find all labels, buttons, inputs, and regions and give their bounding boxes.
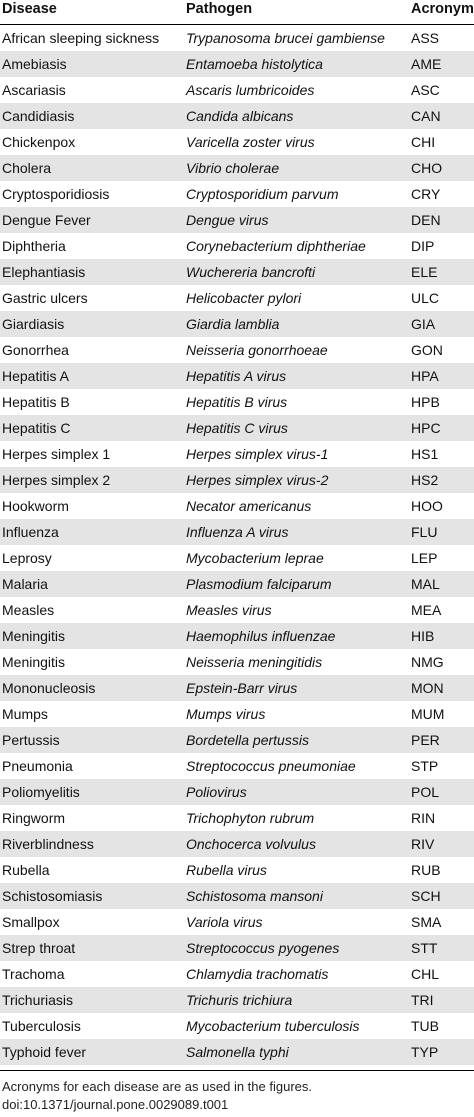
table-row <box>0 441 474 467</box>
disease-cell: Riverblindness <box>2 836 94 852</box>
table-footnote: Acronyms for each disease are as used in the figures. <box>2 1079 312 1094</box>
disease-cell: Pertussis <box>2 732 60 748</box>
acronym-cell: DIP <box>411 238 435 254</box>
table-row <box>0 77 474 103</box>
disease-cell: Chickenpox <box>2 134 76 150</box>
table-row <box>0 753 474 779</box>
pathogen-cell: Haemophilus influenzae <box>186 628 336 644</box>
pathogen-cell: Onchocerca volvulus <box>186 836 316 852</box>
disease-cell: Dengue Fever <box>2 212 91 228</box>
acronym-cell: CRY <box>411 186 441 202</box>
disease-cell: Diphtheria <box>2 238 66 254</box>
pathogen-cell: Mycobacterium leprae <box>186 550 324 566</box>
acronym-cell: CHI <box>411 134 436 150</box>
acronym-cell: HPA <box>411 368 439 384</box>
disease-cell: Tuberculosis <box>2 1018 81 1034</box>
disease-cell: Giardiasis <box>2 316 65 332</box>
table-row <box>0 545 474 571</box>
disease-cell: Cholera <box>2 160 52 176</box>
acronym-cell: AME <box>411 56 442 72</box>
table-body <box>0 25 474 1065</box>
acronym-cell: CHO <box>411 160 443 176</box>
pathogen-cell: Variola virus <box>186 914 263 930</box>
header-pathogen: Pathogen <box>186 1 253 17</box>
disease-cell: Hepatitis A <box>2 368 69 384</box>
disease-cell: Trichuriasis <box>2 992 74 1008</box>
pathogen-cell: Schistosoma mansoni <box>186 888 323 904</box>
table-row <box>0 337 474 363</box>
acronym-cell: DEN <box>411 212 441 228</box>
disease-cell: Mumps <box>2 706 48 722</box>
acronym-cell: MAL <box>411 576 440 592</box>
acronym-cell: TRI <box>411 992 434 1008</box>
pathogen-cell: Vibrio cholerae <box>186 160 280 176</box>
acronym-cell: HIB <box>411 628 435 644</box>
acronym-cell: RIV <box>411 836 435 852</box>
disease-cell: Strep throat <box>2 940 76 956</box>
table-row <box>0 727 474 753</box>
table-row <box>0 519 474 545</box>
disease-cell: Gonorrhea <box>2 342 69 358</box>
acronym-cell: SCH <box>411 888 441 904</box>
table-row <box>0 467 474 493</box>
pathogen-cell: Dengue virus <box>186 212 269 228</box>
acronym-cell: HPC <box>411 420 441 436</box>
acronym-cell: HPB <box>411 394 440 410</box>
header-disease: Disease <box>2 1 57 17</box>
acronym-cell: HS1 <box>411 446 439 462</box>
table-row <box>0 181 474 207</box>
pathogen-cell: Hepatitis B virus <box>186 394 288 410</box>
acronym-cell: SMA <box>411 914 442 930</box>
acronym-cell: STP <box>411 758 439 774</box>
disease-cell: Meningitis <box>2 628 66 644</box>
acronym-cell: FLU <box>411 524 438 540</box>
pathogen-cell: Epstein-Barr virus <box>186 680 298 696</box>
disease-cell: Influenza <box>2 524 59 540</box>
table-row <box>0 857 474 883</box>
table-row <box>0 389 474 415</box>
table-row <box>0 649 474 675</box>
pathogen-cell: Ascaris lumbricoides <box>186 82 315 98</box>
pathogen-cell: Giardia lamblia <box>186 316 280 332</box>
pathogen-cell: Measles virus <box>186 602 272 618</box>
table-row <box>0 883 474 909</box>
acronym-cell: GON <box>411 342 443 358</box>
pathogen-cell: Bordetella pertussis <box>186 732 309 748</box>
disease-cell: Rubella <box>2 862 50 878</box>
acronym-cell: MON <box>411 680 444 696</box>
table-row <box>0 571 474 597</box>
disease-cell: Trachoma <box>2 966 65 982</box>
disease-cell: Candidiasis <box>2 108 75 124</box>
table-row <box>0 1013 474 1039</box>
acronym-cell: ASS <box>411 30 440 46</box>
pathogen-cell: Streptococcus pyogenes <box>186 940 340 956</box>
table-row <box>0 779 474 805</box>
pathogen-cell: Wuchereria bancrofti <box>186 264 316 280</box>
acronym-cell: PER <box>411 732 440 748</box>
disease-cell: Mononucleosis <box>2 680 96 696</box>
pathogen-cell: Plasmodium falciparum <box>186 576 332 592</box>
table-row <box>0 155 474 181</box>
acronym-cell: POL <box>411 784 440 800</box>
table-row <box>0 961 474 987</box>
acronym-cell: ULC <box>411 290 440 306</box>
table-row <box>0 831 474 857</box>
disease-cell: Schistosomiasis <box>2 888 103 904</box>
pathogen-cell: Hepatitis A virus <box>186 368 287 384</box>
table-row <box>0 259 474 285</box>
acronym-cell: LEP <box>411 550 438 566</box>
acronym-cell: MUM <box>411 706 445 722</box>
table-row <box>0 103 474 129</box>
acronym-cell: RUB <box>411 862 441 878</box>
pathogen-cell: Corynebacterium diphtheriae <box>186 238 366 254</box>
disease-cell: Hookworm <box>2 498 69 514</box>
table-row <box>0 25 474 51</box>
acronym-cell: ELE <box>411 264 438 280</box>
disease-cell: Leprosy <box>2 550 52 566</box>
disease-cell: Gastric ulcers <box>2 290 88 306</box>
pathogen-cell: Rubella virus <box>186 862 267 878</box>
disease-cell: Poliomyelitis <box>2 784 80 800</box>
pathogen-cell: Varicella zoster virus <box>186 134 315 150</box>
acronym-cell: MEA <box>411 602 442 618</box>
pathogen-cell: Mumps virus <box>186 706 266 722</box>
table-row <box>0 207 474 233</box>
pathogen-cell: Influenza A virus <box>186 524 289 540</box>
table-row <box>0 51 474 77</box>
table-row <box>0 1039 474 1065</box>
disease-cell: Hepatitis B <box>2 394 70 410</box>
table-row <box>0 597 474 623</box>
disease-cell: Meningitis <box>2 654 66 670</box>
disease-cell: Amebiasis <box>2 56 67 72</box>
disease-cell: Measles <box>2 602 55 618</box>
table-header <box>0 0 474 25</box>
disease-cell: Herpes simplex 2 <box>2 472 111 488</box>
table-row <box>0 675 474 701</box>
pathogen-cell: Hepatitis C virus <box>186 420 288 436</box>
pathogen-cell: Neisseria meningitidis <box>186 654 323 670</box>
table-row <box>0 805 474 831</box>
pathogen-cell: Entamoeba histolytica <box>186 56 323 72</box>
table-bottom-rule <box>0 1070 474 1071</box>
pathogen-cell: Cryptosporidium parvum <box>186 186 339 202</box>
pathogen-cell: Poliovirus <box>186 784 247 800</box>
table-row <box>0 285 474 311</box>
disease-cell: Elephantiasis <box>2 264 86 280</box>
disease-cell: Pneumonia <box>2 758 73 774</box>
table-row <box>0 623 474 649</box>
disease-cell: Ascariasis <box>2 82 66 98</box>
disease-cell: Malaria <box>2 576 48 592</box>
pathogen-cell: Candida albicans <box>186 108 294 124</box>
pathogen-cell: Trichuris trichiura <box>186 992 293 1008</box>
acronym-cell: HOO <box>411 498 443 514</box>
disease-cell: Herpes simplex 1 <box>2 446 111 462</box>
pathogen-cell: Mycobacterium tuberculosis <box>186 1018 360 1034</box>
doi-label: doi:10.1371/journal.pone.0029089.t001 <box>2 1097 229 1112</box>
disease-cell: African sleeping sickness <box>2 30 160 46</box>
acronym-cell: CAN <box>411 108 441 124</box>
acronym-cell: STT <box>411 940 438 956</box>
pathogen-cell: Helicobacter pylori <box>186 290 302 306</box>
pathogen-cell: Neisseria gonorrhoeae <box>186 342 328 358</box>
acronym-cell: TYP <box>411 1044 439 1060</box>
disease-cell: Cryptosporidiosis <box>2 186 110 202</box>
table-row <box>0 415 474 441</box>
pathogen-cell: Salmonella typhi <box>186 1044 289 1060</box>
acronym-cell: HS2 <box>411 472 439 488</box>
acronym-cell: RIN <box>411 810 436 826</box>
table-row <box>0 987 474 1013</box>
table-row <box>0 311 474 337</box>
pathogen-cell: Trichophyton rubrum <box>186 810 315 826</box>
pathogen-cell: Chlamydia trachomatis <box>186 966 329 982</box>
disease-cell: Typhoid fever <box>2 1044 87 1060</box>
pathogen-cell: Herpes simplex virus-1 <box>186 446 329 462</box>
pathogen-cell: Streptococcus pneumoniae <box>186 758 356 774</box>
table-row <box>0 493 474 519</box>
acronym-cell: CHL <box>411 966 440 982</box>
table-row <box>0 233 474 259</box>
table-row <box>0 909 474 935</box>
header-acronym: Acronym <box>411 1 474 17</box>
table-row <box>0 129 474 155</box>
acronym-cell: GIA <box>411 316 436 332</box>
acronym-cell: NMG <box>411 654 444 670</box>
table-row <box>0 363 474 389</box>
table-row <box>0 701 474 727</box>
acronym-cell: ASC <box>411 82 440 98</box>
disease-cell: Smallpox <box>2 914 60 930</box>
table-row <box>0 935 474 961</box>
pathogen-cell: Herpes simplex virus-2 <box>186 472 329 488</box>
disease-cell: Hepatitis C <box>2 420 71 436</box>
disease-cell: Ringworm <box>2 810 66 826</box>
pathogen-cell: Trypanosoma brucei gambiense <box>186 30 385 46</box>
pathogen-cell: Necator americanus <box>186 498 312 514</box>
acronym-cell: TUB <box>411 1018 439 1034</box>
